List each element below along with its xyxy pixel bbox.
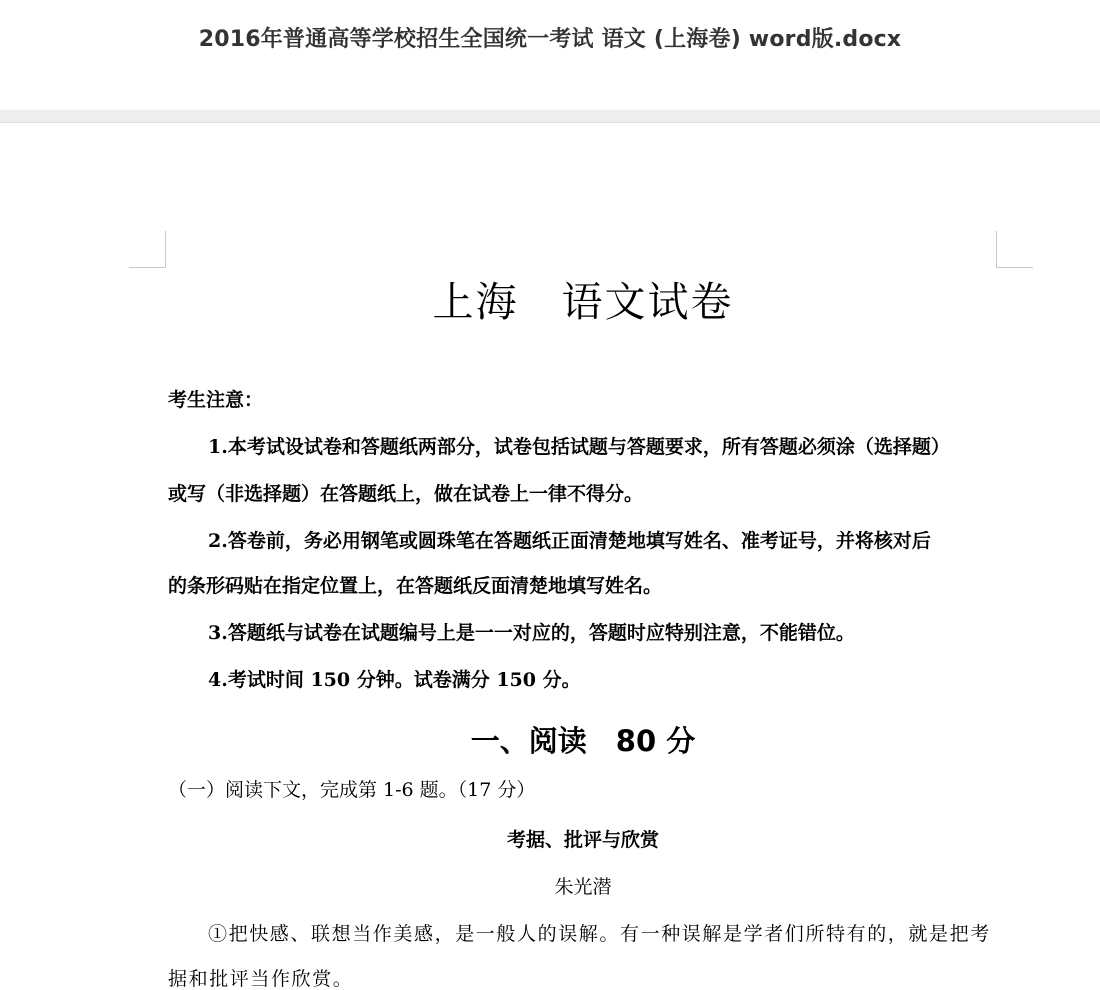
title-bar <box>0 0 1100 110</box>
exam-title: 上海 语文试卷 <box>432 278 734 326</box>
margin-corner-top-left <box>129 231 166 268</box>
margin-corner-top-right <box>996 231 1033 268</box>
article-title: 考据、批评与欣赏 <box>506 829 659 851</box>
document-page <box>0 123 1100 990</box>
notice-heading: 考生注意： <box>168 389 264 411</box>
article-author: 朱光潜 <box>554 876 612 898</box>
paragraph-line-2: 据和批评当作欣赏。 <box>168 968 354 990</box>
paragraph-line-1: ①把快感、联想当作美感，是一般人的误解。有一种误解是学者们所特有的，就是把考 <box>208 923 991 945</box>
part-intro: （一）阅读下文，完成第 1-6 题。（17 分） <box>168 779 536 801</box>
notice-line-2: 或写（非选择题）在答题纸上，做在试卷上一律不得分。 <box>168 483 644 505</box>
notice-line-3: 2.答卷前，务必用钢笔或圆珠笔在答题纸正面清楚地填写姓名、准考证号，并将核对后 <box>208 530 931 552</box>
document-title: 2016年普通高等学校招生全国统一考试 语文 (上海卷) word版.docx <box>198 27 902 52</box>
notice-line-1: 1.本考试设试卷和答题纸两部分，试卷包括试题与答题要求，所有答题必须涂（选择题） <box>208 436 950 458</box>
section-title: 一、阅读 80 分 <box>470 724 696 758</box>
notice-line-5: 3.答题纸与试卷在试题编号上是一一对应的，答题时应特别注意，不能错位。 <box>208 622 855 644</box>
notice-line-6: 4.考试时间 150 分钟。试卷满分 150 分。 <box>208 669 581 691</box>
page-gap <box>0 110 1100 123</box>
notice-line-4: 的条形码贴在指定位置上，在答题纸反面清楚地填写姓名。 <box>168 575 663 597</box>
